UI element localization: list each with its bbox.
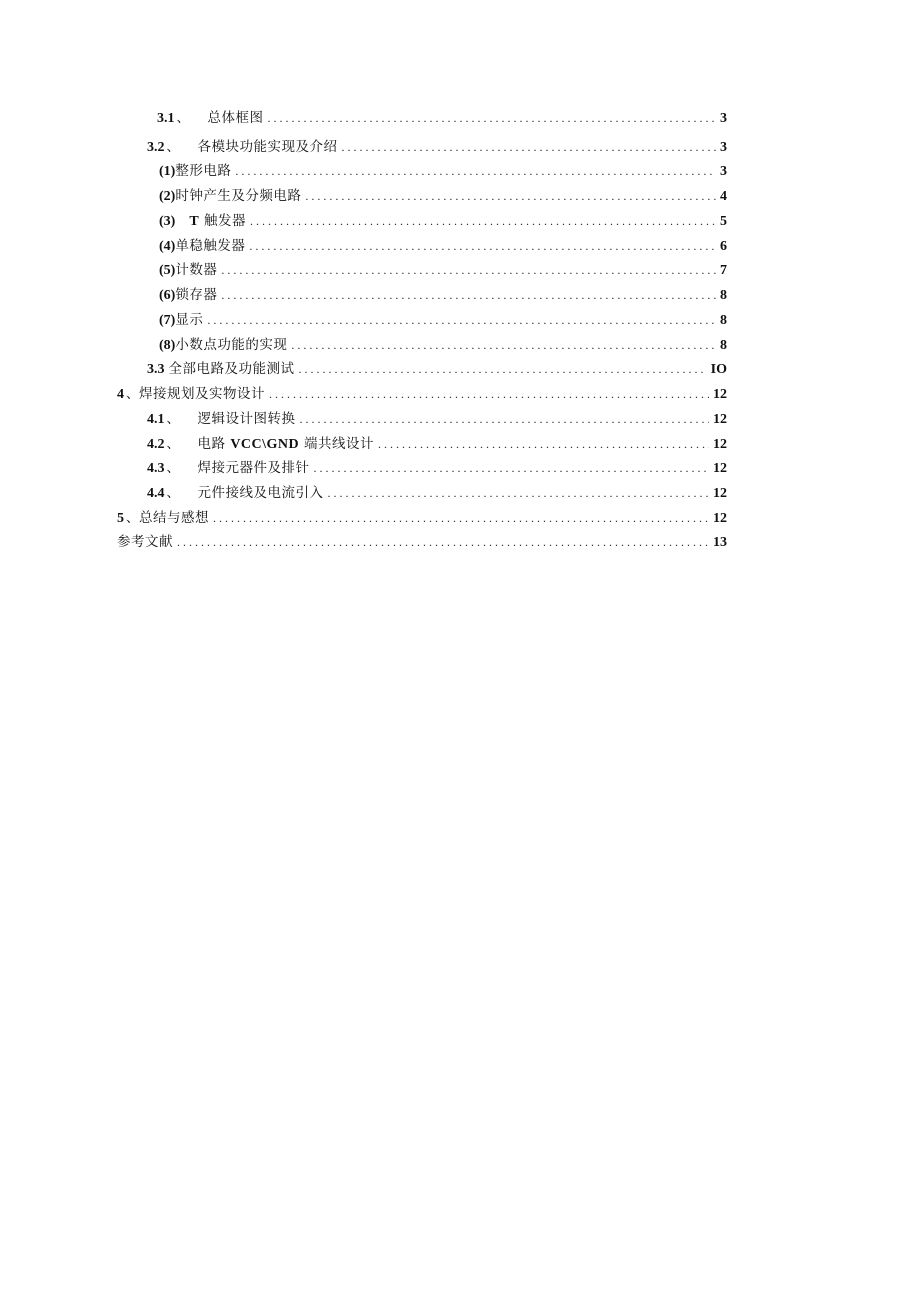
- toc-page-number: 6: [720, 239, 727, 254]
- toc-entry-4-4[interactable]: [147, 483, 727, 503]
- toc-title: 计数器: [175, 262, 218, 278]
- toc-entry-4[interactable]: [159, 236, 727, 256]
- toc-entry-references[interactable]: [117, 532, 727, 552]
- toc-number: 4.3: [147, 461, 165, 476]
- toc-page-number: 8: [720, 313, 727, 328]
- toc-title-prefix: 电路: [197, 436, 226, 452]
- toc-number: 3.3: [147, 362, 165, 377]
- toc-page-number: 3: [720, 164, 727, 179]
- toc-title: 元件接线及电流引入: [197, 485, 324, 501]
- toc-page-number: IO: [710, 362, 727, 377]
- toc-leader-dots: [269, 384, 709, 404]
- toc-entry-3-1[interactable]: [157, 108, 727, 128]
- toc-title: 全部电路及功能测试: [168, 361, 295, 377]
- toc-title: 时钟产生及分频电路: [175, 188, 302, 204]
- toc-page-number: 3: [720, 111, 727, 126]
- toc-entry-4-3[interactable]: [147, 458, 727, 478]
- toc-entry-7[interactable]: [159, 310, 727, 330]
- toc-title: [189, 211, 246, 232]
- toc-page-number: 12: [713, 511, 727, 526]
- toc-number: (1): [159, 164, 176, 179]
- toc-number: (3): [159, 214, 176, 229]
- toc-entry-4-1[interactable]: [147, 409, 727, 429]
- toc-leader-dots: [213, 508, 709, 528]
- toc-title-bold: VCC\GND: [230, 437, 300, 452]
- toc-leader-dots: [342, 137, 716, 157]
- toc-number: 3.2: [147, 140, 165, 155]
- toc-leader-dots: [177, 532, 709, 552]
- toc-separator: 、: [166, 412, 180, 427]
- toc-title: 焊接规划及实物设计: [139, 386, 266, 402]
- toc-page-number: 5: [720, 214, 727, 229]
- toc-leader-dots: [305, 186, 716, 206]
- toc-leader-dots: [328, 483, 709, 503]
- toc-separator: 、: [126, 387, 140, 402]
- toc-leader-dots: [291, 335, 716, 355]
- toc-leader-dots: [250, 211, 716, 231]
- toc-page-number: 4: [720, 189, 727, 204]
- toc-entry-2[interactable]: [159, 186, 727, 206]
- toc-entry-4-chapter[interactable]: [117, 384, 727, 404]
- toc-page-number: 12: [713, 437, 727, 452]
- toc-number: (2): [159, 189, 176, 204]
- toc-leader-dots: [314, 458, 709, 478]
- toc-number: (4): [159, 239, 176, 254]
- toc-title: 总结与感想: [139, 510, 210, 526]
- toc-page-number: 3: [720, 140, 727, 155]
- toc-number: 5: [117, 511, 124, 526]
- toc-title-text: 端共线设计: [303, 436, 374, 452]
- toc-page-number: 8: [720, 288, 727, 303]
- toc-leader-dots: [235, 161, 716, 181]
- toc-number: 4.1: [147, 412, 165, 427]
- toc-entry-3[interactable]: [159, 211, 727, 231]
- toc-title: 总体框图: [207, 110, 264, 126]
- toc-page-number: 7: [720, 263, 727, 278]
- toc-title: 整形电路: [175, 163, 232, 179]
- toc-leader-dots: [249, 236, 716, 256]
- toc-title: 参考文献: [117, 534, 173, 550]
- toc-title: 小数点功能的实现: [175, 337, 288, 353]
- toc-title-bold: T: [189, 214, 200, 229]
- toc-page-number: 12: [713, 461, 727, 476]
- toc-title: 单稳触发器: [175, 238, 246, 254]
- toc-entry-3-2[interactable]: [147, 137, 727, 157]
- toc-title: 焊接元器件及排针: [197, 460, 310, 476]
- toc-separator: 、: [166, 461, 180, 476]
- toc-page-number: 12: [713, 387, 727, 402]
- toc-number: 3.1: [157, 111, 175, 126]
- toc-entry-1[interactable]: [159, 161, 727, 181]
- toc-number: 4.4: [147, 486, 165, 501]
- toc-separator: 、: [176, 111, 190, 126]
- toc-leader-dots: [300, 409, 709, 429]
- toc-title: 各模块功能实现及介绍: [197, 139, 338, 155]
- toc-leader-dots: [221, 285, 716, 305]
- toc-title: 逻辑设计图转换: [197, 411, 296, 427]
- toc-entry-6[interactable]: [159, 285, 727, 305]
- toc-number: (7): [159, 313, 176, 328]
- toc-separator: 、: [166, 486, 180, 501]
- toc-entry-3-3[interactable]: [147, 359, 727, 379]
- toc-leader-dots: [207, 310, 716, 330]
- toc-page-number: 13: [713, 535, 727, 550]
- toc-number: 4.2: [147, 437, 165, 452]
- toc-entry-8[interactable]: [159, 335, 727, 355]
- toc-number: (8): [159, 338, 176, 353]
- toc-leader-dots: [378, 434, 709, 454]
- toc-title-text: 触发器: [203, 213, 246, 229]
- toc-entry-4-2[interactable]: [147, 434, 727, 454]
- toc-leader-dots: [268, 108, 716, 128]
- toc-title: [198, 434, 374, 455]
- toc-entry-5-chapter[interactable]: [117, 508, 727, 528]
- toc-entry-5[interactable]: [159, 260, 727, 280]
- toc-separator: 、: [166, 437, 180, 452]
- toc-number: (6): [159, 288, 176, 303]
- toc-separator: 、: [126, 511, 140, 526]
- toc-page-number: 12: [713, 486, 727, 501]
- toc-leader-dots: [299, 359, 707, 379]
- toc-separator: 、: [166, 140, 180, 155]
- toc-title: 锁存器: [175, 287, 218, 303]
- toc-number: 4: [117, 387, 124, 402]
- toc-leader-dots: [221, 260, 716, 280]
- toc-page-number: 8: [720, 338, 727, 353]
- toc-number: (5): [159, 263, 176, 278]
- toc-title: 显示: [175, 312, 204, 328]
- toc-page-number: 12: [713, 412, 727, 427]
